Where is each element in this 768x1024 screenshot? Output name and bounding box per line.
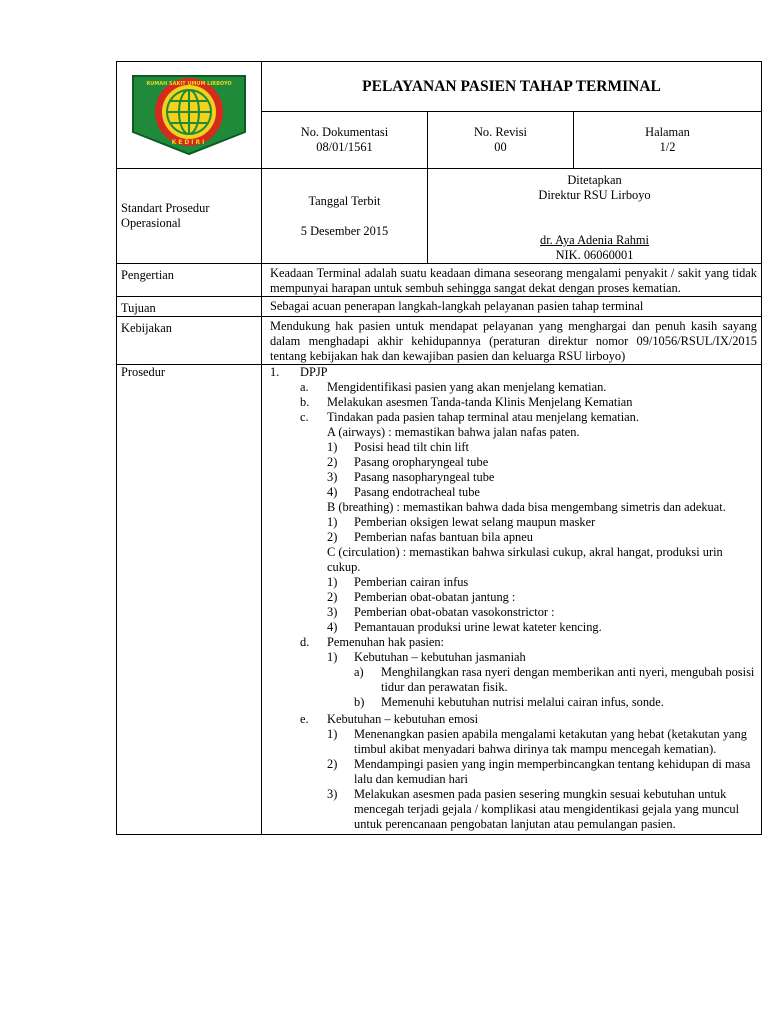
prosedur-content xyxy=(262,365,762,835)
list-item: b) Memenuhi kebutuhan nutrisi melalui cairan infus, sonde. xyxy=(354,695,664,709)
doc-number-cell xyxy=(262,112,428,169)
list-marker: e. xyxy=(300,712,309,726)
list-item-c xyxy=(270,410,757,425)
list-text: Mengidentifikasi pasien yang akan menjelang kematian. xyxy=(327,380,607,394)
list-item: 1) Pemberian oksigen lewat selang maupun masker xyxy=(327,515,596,529)
list-item: 2) Mendampingi pasien yang ingin memperbincangkan tentang kehidupan di masa lalu dan kemudian hari xyxy=(327,757,751,786)
approver-nik: NIK. 06060001 xyxy=(555,248,634,262)
revision-label: No. Revisi xyxy=(473,125,527,139)
logo-text-top: RUMAH SAKIT UMUM LIRBOYO xyxy=(146,81,232,87)
sop-document xyxy=(116,61,761,835)
list-item: 3) Pemberian obat-obatan vasokonstrictor : xyxy=(327,605,555,619)
list-text: Tindakan pada pasien tahap terminal atau menjelang kematian. xyxy=(327,410,639,424)
tujuan-text: Sebagai acuan penerapan langkah-langkah pelayanan pasien tahap terminal xyxy=(262,297,762,317)
list-item: 1) Posisi head tilt chin lift xyxy=(327,440,469,454)
globe-icon xyxy=(167,90,211,134)
list-item: 4) Pasang endotracheal tube xyxy=(327,485,480,499)
approver-name: dr. Aya Adenia Rahmi xyxy=(540,233,649,247)
revision-value: 00 xyxy=(494,140,507,154)
breathing-list xyxy=(270,515,757,545)
logo-cell xyxy=(117,62,262,169)
list-text: Pemenuhan hak pasien: xyxy=(327,635,444,649)
list-marker: b. xyxy=(300,395,310,409)
procedure-step-1 xyxy=(270,365,757,380)
kebijakan-text: Mendukung hak pasien untuk mendapat pelayanan yang menghargai dan penuh kasih sayang dalam menghadapi akhir kehidupannya (peraturan direktur nomor 09/1056/RSUL/IX/2015 tentang kebijakan hak dan kewajiban pasien dan keluarga RSU lirboyo) xyxy=(262,317,762,365)
doc-number-label: No. Dokumentasi xyxy=(300,125,389,139)
kebijakan-label: Kebijakan xyxy=(117,317,262,365)
circulation-heading: C (circulation) : memastikan bahwa sirkulasi cukup, akral hangat, produksi urin cukup. xyxy=(327,545,723,574)
sop-table xyxy=(116,61,762,835)
doc-number-value: 08/01/1561 xyxy=(316,140,373,154)
page-value: 1/2 xyxy=(659,140,676,154)
step-number: 1. xyxy=(270,365,280,379)
list-item: 4) Pemantauan produksi urine lewat kateter kencing. xyxy=(327,620,602,634)
page-cell xyxy=(574,112,762,169)
document-title: PELAYANAN PASIEN TAHAP TERMINAL xyxy=(262,62,762,112)
approval-line1: Ditetapkan xyxy=(567,173,622,187)
list-item: 2) Pasang oropharyngeal tube xyxy=(327,455,489,469)
approval-cell xyxy=(428,169,762,264)
issue-date-value: 5 Desember 2015 xyxy=(300,223,389,238)
airways-list xyxy=(270,440,757,500)
prosedur-label: Prosedur xyxy=(117,365,262,835)
list-item: 1) Menenangkan pasien apabila mengalami ketakutan yang hebat (ketakutan yang timbul akibat menyadari bahwa dirinya tak mampu mencegah kematian). xyxy=(327,727,747,756)
list-item: 1) Pemberian cairan infus xyxy=(327,575,469,589)
hospital-logo xyxy=(125,68,253,158)
list-item: a) Menghilangkan rasa nyeri dengan memberikan anti nyeri, mengubah posisi tidur dan perawatan fisik. xyxy=(354,665,755,694)
sop-label-line1: Standart Prosedur xyxy=(121,201,210,215)
sop-label-cell xyxy=(117,169,262,264)
list-item: 2) Pemberian nafas bantuan bila apneu xyxy=(327,530,533,544)
circulation-list xyxy=(270,575,757,635)
revision-cell xyxy=(428,112,574,169)
list-marker: c. xyxy=(300,410,309,424)
pengertian-label: Pengertian xyxy=(117,264,262,297)
list-item: 1) Kebutuhan – kebutuhan jasmaniah xyxy=(327,650,526,664)
sop-label-line2: Operasional xyxy=(121,216,181,230)
pengertian-text: Keadaan Terminal adalah suatu keadaan dimana seseorang mengalami penyakit / sakit yang tidak mempunyai harapan untuk sembuh sehingga sangat dekat dengan proses kematian. xyxy=(262,264,762,297)
list-text: Melakukan asesmen Tanda-tanda Klinis Menjelang Kematian xyxy=(327,395,633,409)
approval-line2: Direktur RSU Lirboyo xyxy=(538,188,651,202)
list-item-d xyxy=(270,635,757,650)
list-item-e xyxy=(270,712,757,727)
page-label: Halaman xyxy=(645,125,690,139)
list-item: 2) Pemberian obat-obatan jantung : xyxy=(327,590,516,604)
list-item-b xyxy=(270,395,757,410)
list-item-a xyxy=(270,380,757,395)
list-item: 3) Melakukan asesmen pada pasien sesering mungkin sesuai kebutuhan untuk mencegah terjadi gejala / komplikasi atau mengidentikasi gejala yang muncul untuk perencanaan pengobatan lanjutan atau pemulangan pasien. xyxy=(327,787,740,831)
list-item: 3) Pasang nasopharyngeal tube xyxy=(327,470,495,484)
list-marker: a. xyxy=(300,380,309,394)
logo-text-bottom: KEDIRI xyxy=(171,139,207,146)
issue-date-label: Tanggal Terbit xyxy=(308,193,381,208)
list-text: Kebutuhan – kebutuhan emosi xyxy=(327,712,479,726)
issue-date-cell xyxy=(262,169,428,264)
tujuan-label: Tujuan xyxy=(117,297,262,317)
step-title: DPJP xyxy=(300,365,328,379)
breathing-heading: B (breathing) : memastikan bahwa dada bisa mengembang simetris dan adekuat. xyxy=(327,500,726,514)
airways-heading: A (airways) : memastikan bahwa jalan nafas paten. xyxy=(327,425,580,439)
list-marker: d. xyxy=(300,635,310,649)
